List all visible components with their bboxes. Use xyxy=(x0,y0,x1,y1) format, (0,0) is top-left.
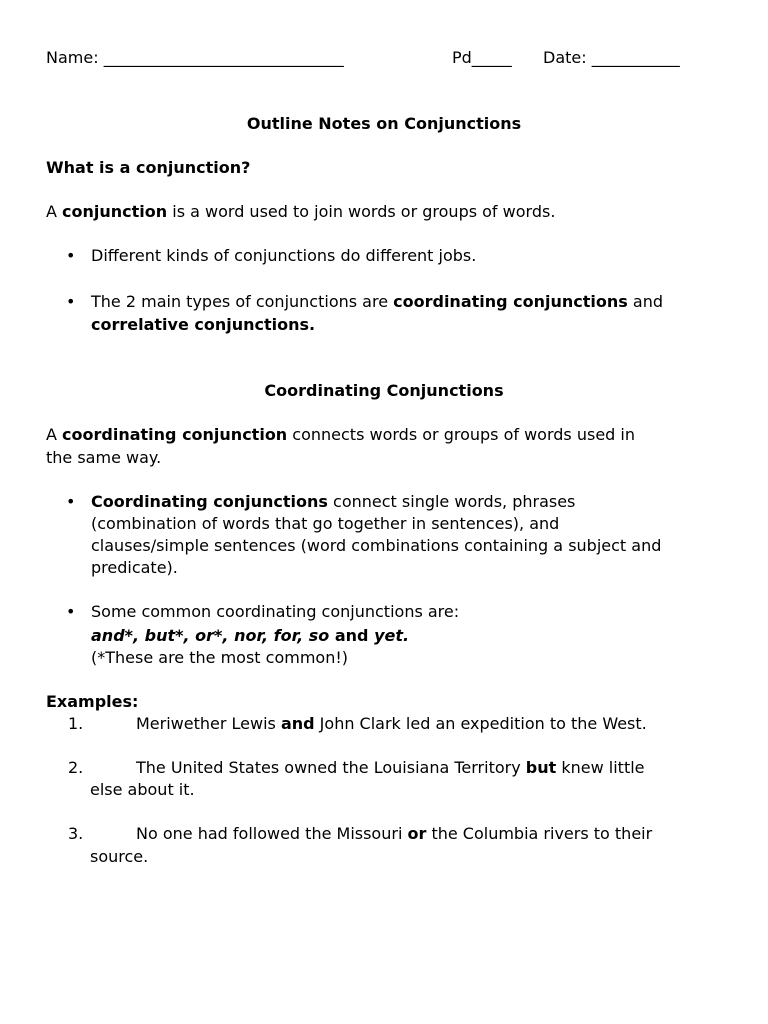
bullet-icon: • xyxy=(66,292,76,311)
section-heading: Coordinating Conjunctions xyxy=(264,381,504,400)
name-blank: ______________________________ xyxy=(103,48,344,67)
common-note: (*These are the most common!) xyxy=(91,648,348,667)
conjunction-and: and xyxy=(329,626,375,645)
example-text: knew little xyxy=(556,758,645,777)
definition-text: A xyxy=(46,425,63,444)
list-item: Some common coordinating conjunctions are: xyxy=(91,602,460,621)
name-field xyxy=(46,47,344,69)
example-item xyxy=(136,757,645,779)
example-continuation: else about it. xyxy=(90,780,195,799)
example-number: 2. xyxy=(68,758,84,777)
list-item-continuation: (combination of words that go together in sentences), and xyxy=(91,514,560,533)
list-item-continuation: clauses/simple sentences (word combinations containing a subject and xyxy=(91,536,662,555)
example-item xyxy=(136,823,652,845)
example-number: 1. xyxy=(68,714,84,733)
name-label: Name: xyxy=(46,48,99,67)
list-item-term: coordinating conjunctions xyxy=(393,292,628,311)
conjunction-list xyxy=(91,625,409,647)
list-item: Different kinds of conjunctions do different jobs. xyxy=(91,246,477,265)
conjunction-words: and*, but*, or*, nor, for, so xyxy=(91,626,330,645)
bullet-icon: • xyxy=(66,492,76,511)
example-number: 3. xyxy=(68,824,84,843)
period-label: Pd_____ xyxy=(452,48,512,67)
example-text: John Clark led an expedition to the West. xyxy=(314,714,647,733)
list-item xyxy=(91,491,575,513)
list-item-continuation: correlative conjunctions. xyxy=(91,315,316,334)
example-conjunction: but xyxy=(525,758,557,777)
list-item-continuation: predicate). xyxy=(91,558,178,577)
example-text: Meriwether Lewis xyxy=(136,714,281,733)
date-blank: ___________ xyxy=(591,48,680,67)
example-continuation: source. xyxy=(90,847,149,866)
example-item xyxy=(136,713,647,735)
section-question: What is a conjunction? xyxy=(46,158,251,177)
list-item-text: and xyxy=(627,292,663,311)
conjunction-yet: yet. xyxy=(374,626,410,645)
page-title: Outline Notes on Conjunctions xyxy=(246,114,522,133)
definition-text: A xyxy=(46,202,63,221)
example-text: No one had followed the Missouri xyxy=(136,824,408,843)
date-field xyxy=(543,47,680,69)
definition-term: conjunction xyxy=(62,202,168,221)
bullet-icon: • xyxy=(66,246,76,265)
coordinating-definition xyxy=(46,424,635,446)
list-item-term: Coordinating conjunctions xyxy=(91,492,328,511)
example-conjunction: and xyxy=(280,714,315,733)
list-item-text: connect single words, phrases xyxy=(327,492,576,511)
definition-continuation: the same way. xyxy=(46,448,162,467)
list-item xyxy=(91,291,663,313)
example-conjunction: or xyxy=(407,824,427,843)
examples-label: Examples: xyxy=(46,692,139,711)
definition-term: coordinating conjunction xyxy=(62,425,288,444)
bullet-icon: • xyxy=(66,602,76,621)
definition-text: connects words or groups of words used in xyxy=(287,425,635,444)
date-label: Date: xyxy=(543,48,587,67)
list-item-text: The 2 main types of conjunctions are xyxy=(91,292,394,311)
definition-text: is a word used to join words or groups of words. xyxy=(167,202,556,221)
period-field xyxy=(452,47,512,69)
example-text: the Columbia rivers to their xyxy=(426,824,653,843)
conjunction-definition xyxy=(46,201,555,223)
example-text: The United States owned the Louisiana Territory xyxy=(136,758,526,777)
